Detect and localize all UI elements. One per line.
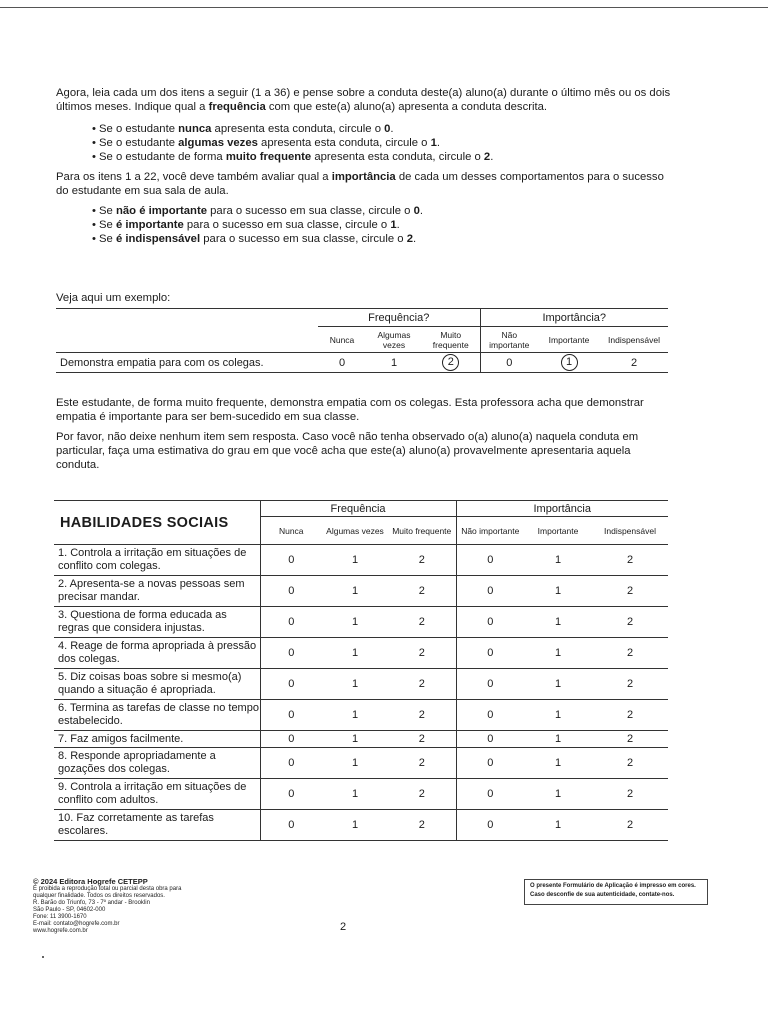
bullet-item <box>92 122 676 136</box>
frequency-option[interactable]: 2 <box>388 638 456 669</box>
text-run: para o sucesso em sua classe, circule o <box>200 233 407 245</box>
importance-option[interactable]: 1 <box>524 700 592 731</box>
text-run: Se o estudante <box>99 137 179 149</box>
column-header: Algumas vezes <box>322 517 388 545</box>
frequency-option[interactable]: 1 <box>322 779 388 810</box>
bullet-item <box>92 204 676 218</box>
importance-bullets <box>92 204 676 246</box>
column-header: Importante <box>524 517 592 545</box>
bold-text: 1 <box>430 137 437 149</box>
text-run: Se o estudante de forma <box>99 151 226 163</box>
example-value: 0 <box>506 356 513 369</box>
bold-text: muito frequente <box>225 151 312 163</box>
example-value: 1 <box>561 354 578 371</box>
table-row <box>54 779 668 810</box>
explanation-paragraph-2: Por favor, não deixe nenhum item sem resposta. Caso você não tenha observado o(a) aluno(a) naquela conduta em particular, faça uma estimativa do grau em que você acha que este(a) aluno(a) provavelmente apresentaria aquela conduta. <box>56 431 639 471</box>
example-col-header: Muito frequente <box>422 327 480 353</box>
authenticity-notice <box>524 879 708 905</box>
table-row <box>54 700 668 731</box>
column-header: Indispensável <box>592 517 668 545</box>
table-title: HABILIDADES SOCIAIS <box>54 501 260 545</box>
publisher-line: É proibida a reprodução total ou parcial desta obra para <box>33 886 182 892</box>
frequency-option[interactable]: 1 <box>322 731 388 748</box>
frequency-option[interactable]: 2 <box>388 731 456 748</box>
frequency-option[interactable]: 2 <box>388 669 456 700</box>
frequency-option[interactable]: 0 <box>260 669 322 700</box>
example-value: 2 <box>442 354 459 371</box>
frequency-option[interactable]: 1 <box>322 810 388 841</box>
importance-option[interactable]: 2 <box>592 576 668 607</box>
text-run: Se <box>99 205 116 217</box>
bold-text: importância <box>331 171 396 183</box>
example-col-header: Nunca <box>318 327 366 353</box>
publisher-line: Fone: 11 3900-1670 <box>33 914 87 920</box>
frequency-option[interactable]: 2 <box>388 748 456 779</box>
frequency-option[interactable]: 1 <box>322 545 388 576</box>
example-value: 0 <box>338 356 346 369</box>
column-header: Muito frequente <box>388 517 456 545</box>
importance-option[interactable]: 1 <box>524 576 592 607</box>
text-run: apresenta esta conduta, circule o <box>311 151 484 163</box>
instructions-paragraph-2 <box>56 170 676 198</box>
text-run: apresenta esta conduta, circule o <box>211 123 385 135</box>
item-text: 10. Faz corretamente as tarefas escolares. <box>54 810 260 841</box>
frequency-option[interactable]: 2 <box>388 607 456 638</box>
bold-text: é importante <box>115 219 184 231</box>
example-row-label: Demonstra empatia para com os colegas. <box>56 353 318 373</box>
publisher-line: qualquer finalidade. Todos os direitos reservados. <box>33 893 165 899</box>
top-rule <box>0 7 768 8</box>
publisher-info <box>33 877 263 935</box>
importance-option[interactable]: 1 <box>524 810 592 841</box>
importance-option[interactable]: 2 <box>592 700 668 731</box>
frequency-bullets <box>92 122 676 164</box>
importance-option[interactable]: 2 <box>592 731 668 748</box>
importance-option[interactable]: 2 <box>592 810 668 841</box>
importance-option[interactable]: 2 <box>592 545 668 576</box>
bold-text: 0 <box>413 205 420 217</box>
frequency-option[interactable]: 1 <box>322 700 388 731</box>
frequency-option[interactable]: 2 <box>388 545 456 576</box>
importance-option[interactable]: 2 <box>592 779 668 810</box>
importance-option[interactable]: 0 <box>456 779 524 810</box>
bold-text: é indispensável <box>115 233 201 245</box>
frequency-option[interactable]: 0 <box>260 607 322 638</box>
item-text: 5. Diz coisas boas sobre si mesmo(a) quando a situação é apropriada. <box>54 669 260 700</box>
frequency-option[interactable]: 0 <box>260 748 322 779</box>
importance-option[interactable]: 2 <box>592 607 668 638</box>
frequency-option[interactable]: 1 <box>322 607 388 638</box>
frequency-option[interactable]: 0 <box>260 545 322 576</box>
text-run: . <box>490 151 494 163</box>
item-text: 6. Termina as tarefas de classe no tempo estabelecido. <box>54 700 260 731</box>
page-number: 2 <box>340 921 347 933</box>
stray-dot <box>42 956 44 958</box>
frequency-option[interactable]: 1 <box>322 638 388 669</box>
importance-option[interactable]: 1 <box>524 669 592 700</box>
item-text: 7. Faz amigos facilmente. <box>54 731 260 748</box>
frequency-option[interactable]: 0 <box>260 638 322 669</box>
table-row <box>54 607 668 638</box>
table-row <box>54 731 668 748</box>
item-text: 4. Reage de forma apropriada à pressão dos colegas. <box>54 638 260 669</box>
column-header: Não importante <box>456 517 524 545</box>
text-run: Se <box>99 233 116 245</box>
text-run: Se o estudante <box>99 123 179 135</box>
publisher-line: São Paulo - SP, 04602-000 <box>33 907 106 913</box>
bullet-item <box>92 218 676 232</box>
text-run: Agora, leia cada um dos itens a seguir (1 a 36) e pense sobre a conduta deste(a) aluno(a) durante o último mês ou os dois últimos meses. Indique qual a <box>56 87 671 113</box>
item-text: 3. Questiona de forma educada as regras que considera injustas. <box>54 607 260 638</box>
text-run: apresenta esta conduta, circule o <box>257 137 431 149</box>
frequency-option[interactable]: 1 <box>322 576 388 607</box>
importance-option[interactable]: 1 <box>524 779 592 810</box>
explanation-paragraph-1: Este estudante, de forma muito frequente, demonstra empatia com os colegas. Esta professora acha que demonstrar empatia é importante para ser bem-sucedido em sua classe. <box>56 397 644 423</box>
table-row <box>54 748 668 779</box>
text-run: para o sucesso em sua classe, circule o <box>183 219 391 231</box>
bold-text: algumas vezes <box>178 137 258 149</box>
importance-option[interactable]: 2 <box>592 638 668 669</box>
frequency-option[interactable]: 0 <box>260 779 322 810</box>
bold-text: 2 <box>406 233 413 245</box>
example-col-header: Indispensável <box>600 327 668 353</box>
importance-option[interactable]: 0 <box>456 545 524 576</box>
table-row <box>54 669 668 700</box>
importance-option[interactable]: 0 <box>456 731 524 748</box>
frequency-option[interactable]: 2 <box>388 700 456 731</box>
frequency-option[interactable]: 2 <box>388 576 456 607</box>
importance-header: Importância <box>456 501 668 517</box>
items-body <box>54 545 668 841</box>
importance-option[interactable]: 0 <box>456 748 524 779</box>
instructions-paragraph-1 <box>56 86 676 114</box>
example-explanation <box>56 396 676 478</box>
frequency-option[interactable]: 0 <box>260 810 322 841</box>
column-header: Nunca <box>260 517 322 545</box>
example-importance-header: Importância? <box>480 309 668 327</box>
text-run: Para os itens 1 a 22, você deve também avaliar qual a <box>56 171 332 183</box>
item-text: 2. Apresenta-se a novas pessoas sem precisar mandar. <box>54 576 260 607</box>
text-run: . <box>412 233 417 245</box>
frequency-option[interactable]: 2 <box>388 779 456 810</box>
bullet-item <box>92 232 676 246</box>
example-col-header: Algumas vezes <box>366 327 422 353</box>
text-run: . <box>396 219 400 231</box>
publisher-line: www.hogrefe.com.br <box>33 928 88 934</box>
text-run: para o sucesso em sua classe, circule o <box>206 205 414 217</box>
example-value: 2 <box>630 356 638 369</box>
frequency-option[interactable]: 2 <box>388 810 456 841</box>
importance-option[interactable]: 0 <box>456 607 524 638</box>
bold-text: 0 <box>384 123 391 135</box>
bold-text: 1 <box>390 219 397 231</box>
example-label: Veja aqui um exemplo: <box>56 292 171 304</box>
importance-option[interactable]: 2 <box>592 669 668 700</box>
table-row <box>54 576 668 607</box>
bold-text: frequência <box>208 101 266 113</box>
frequency-option[interactable]: 0 <box>260 731 322 748</box>
text-run: . <box>419 205 423 217</box>
publisher-line: R. Barão do Triunfo, 73 - 7º andar - Brooklin <box>33 900 150 906</box>
importance-option[interactable]: 2 <box>592 748 668 779</box>
text-run: . <box>436 137 441 149</box>
example-value: 1 <box>390 356 398 369</box>
example-table <box>56 308 668 373</box>
item-text: 1. Controla a irritação em situações de conflito com colegas. <box>54 545 260 576</box>
notice-line-2: Caso desconfie de sua autenticidade, contate-nos. <box>530 892 675 898</box>
instructions <box>56 86 676 252</box>
text-run: . <box>390 123 394 135</box>
importance-option[interactable]: 1 <box>524 638 592 669</box>
copyright: © 2024 Editora Hogrefe CETEPP <box>33 877 148 886</box>
table-row <box>54 638 668 669</box>
example-row <box>56 353 668 373</box>
frequency-option[interactable]: 0 <box>260 700 322 731</box>
importance-option[interactable]: 1 <box>524 607 592 638</box>
importance-option[interactable]: 1 <box>524 731 592 748</box>
example-frequency-header: Frequência? <box>318 309 480 327</box>
importance-option[interactable]: 0 <box>456 576 524 607</box>
frequency-option[interactable]: 1 <box>322 669 388 700</box>
frequency-header: Frequência <box>260 501 456 517</box>
importance-option[interactable]: 0 <box>456 669 524 700</box>
frequency-option[interactable]: 0 <box>260 576 322 607</box>
item-text: 9. Controla a irritação em situações de conflito com adultos. <box>54 779 260 810</box>
publisher-line: E-mail: contato@hogrefe.com.br <box>33 921 120 927</box>
example-col-header: Não importante <box>480 327 538 353</box>
text-run: Se <box>99 219 116 231</box>
importance-option[interactable]: 0 <box>456 810 524 841</box>
bold-text: não é importante <box>115 205 207 217</box>
bullet-item <box>92 136 676 150</box>
frequency-option[interactable]: 1 <box>322 748 388 779</box>
example-col-header: Importante <box>538 327 600 353</box>
importance-option[interactable]: 1 <box>524 545 592 576</box>
table-row <box>54 810 668 841</box>
notice-line-1: O presente Formulário de Aplicação é impresso em cores. <box>530 883 696 889</box>
item-text: 8. Responde apropriadamente a gozações dos colegas. <box>54 748 260 779</box>
importance-option[interactable]: 0 <box>456 638 524 669</box>
bold-text: 2 <box>483 151 491 163</box>
importance-option[interactable]: 0 <box>456 700 524 731</box>
importance-option[interactable]: 1 <box>524 748 592 779</box>
text-run: de cada um desses comportamentos para o sucesso do estudante em sua sala de aula. <box>56 171 664 197</box>
bullet-item <box>92 150 676 164</box>
text-run: com que este(a) aluno(a) apresenta a conduta descrita. <box>265 101 548 113</box>
table-row <box>54 545 668 576</box>
social-skills-table <box>54 500 668 841</box>
bold-text: nunca <box>178 123 212 135</box>
